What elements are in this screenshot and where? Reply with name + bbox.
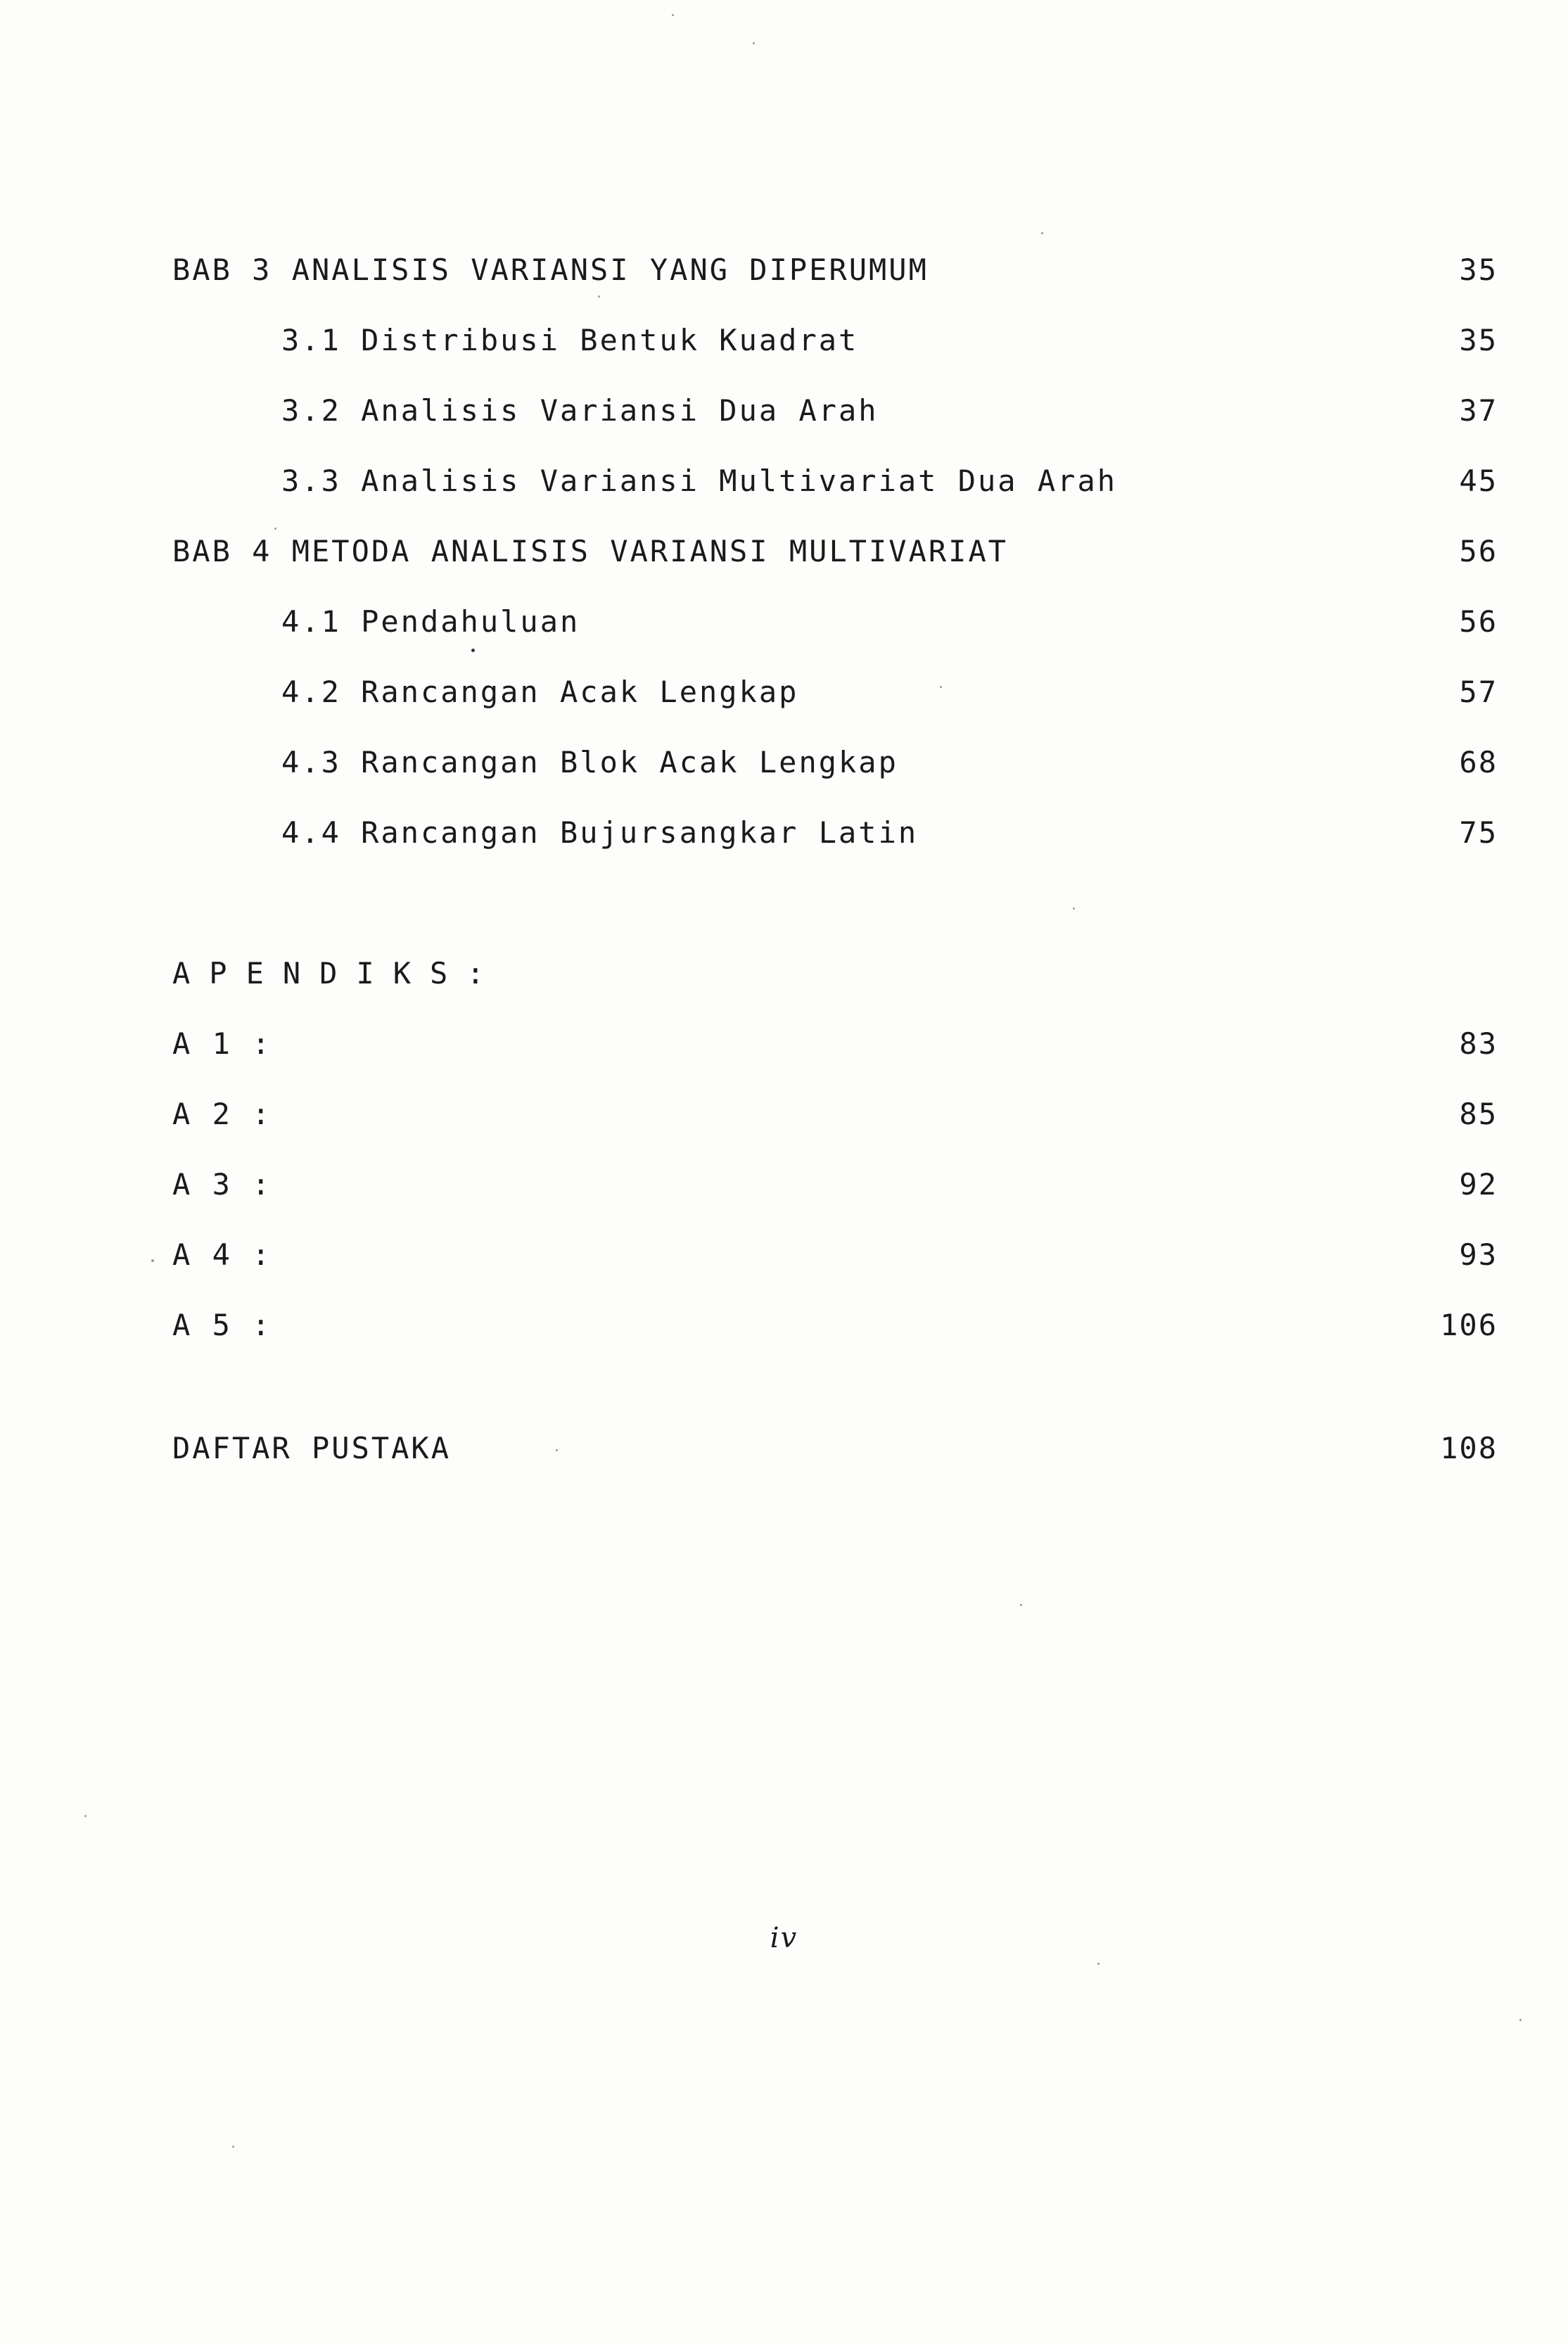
toc-entry-page: 56 bbox=[1459, 534, 1498, 568]
page-number: iv bbox=[770, 1922, 798, 1954]
toc-entry-appendix-5 bbox=[0, 1304, 1568, 1346]
toc-entry-page: 35 bbox=[1459, 323, 1498, 357]
toc-entry-section-3-3 bbox=[0, 460, 1568, 502]
toc-entry-section-4-3 bbox=[0, 741, 1568, 784]
scan-speck bbox=[753, 42, 755, 44]
appendix-entry-title: A 2 : bbox=[172, 1097, 272, 1131]
toc-entry-page: 57 bbox=[1459, 675, 1498, 709]
scan-speck bbox=[1041, 232, 1043, 234]
toc-entry-bibliography bbox=[0, 1427, 1568, 1470]
toc-entry-chapter-4 bbox=[0, 530, 1568, 573]
scan-speck bbox=[1097, 1963, 1099, 1965]
toc-entry-page: 93 bbox=[1459, 1237, 1498, 1272]
scan-speck bbox=[672, 14, 674, 16]
toc-entry-page: 85 bbox=[1459, 1097, 1498, 1131]
toc-entry-page: 75 bbox=[1459, 815, 1498, 850]
toc-entry-title: BAB 4 METODA ANALISIS VARIANSI MULTIVARIAT bbox=[172, 534, 1009, 568]
appendix-heading-text: APENDIKS: bbox=[172, 956, 504, 991]
toc-entry-appendix-4 bbox=[0, 1234, 1568, 1276]
toc-entry-section-4-4 bbox=[0, 812, 1568, 854]
toc-entry-page: 35 bbox=[1459, 253, 1498, 287]
toc-entry-appendix-3 bbox=[0, 1164, 1568, 1206]
toc-entry-page: 106 bbox=[1440, 1308, 1498, 1342]
toc-entry-chapter-3 bbox=[0, 249, 1568, 291]
appendix-entry-title: A 5 : bbox=[172, 1308, 272, 1342]
toc-entry-title: 3.1 Distribusi Bentuk Kuadrat bbox=[281, 323, 859, 357]
toc-entry-appendix-2 bbox=[0, 1093, 1568, 1135]
scan-speck bbox=[1073, 907, 1075, 910]
toc-entry-page: 45 bbox=[1459, 464, 1498, 498]
scan-speck bbox=[84, 1815, 87, 1817]
appendix-entry-title: A 4 : bbox=[172, 1237, 272, 1272]
toc-entry-page: 68 bbox=[1459, 745, 1498, 779]
scan-speck bbox=[598, 295, 600, 298]
toc-entry-title: 4.1 Pendahuluan bbox=[281, 604, 580, 639]
toc-entry-section-3-2 bbox=[0, 390, 1568, 432]
toc-entry-title: 3.2 Analisis Variansi Dua Arah bbox=[281, 393, 879, 428]
appendix-entry-title: A 1 : bbox=[172, 1026, 272, 1061]
toc-entry-title: 4.2 Rancangan Acak Lengkap bbox=[281, 675, 799, 709]
toc-entry-page: 92 bbox=[1459, 1167, 1498, 1202]
toc-entry-page: 56 bbox=[1459, 604, 1498, 639]
toc-entry-page: 108 bbox=[1440, 1431, 1498, 1465]
toc-entry-section-4-1 bbox=[0, 601, 1568, 643]
scan-speck bbox=[940, 686, 942, 688]
scan-speck bbox=[1519, 2019, 1522, 2021]
toc-entry-section-4-2 bbox=[0, 671, 1568, 713]
scan-speck bbox=[1020, 1604, 1022, 1606]
toc-entry-title: BAB 3 ANALISIS VARIANSI YANG DIPERUMUM bbox=[172, 253, 929, 287]
scan-speck bbox=[274, 528, 276, 530]
toc-entry-title: 3.3 Analisis Variansi Multivariat Dua Arah bbox=[281, 464, 1118, 498]
appendix-heading bbox=[0, 953, 1568, 995]
toc-entry-title: 4.4 Rancangan Bujursangkar Latin bbox=[281, 815, 919, 850]
toc-entry-section-3-1 bbox=[0, 319, 1568, 362]
toc-entry-title: 4.3 Rancangan Blok Acak Lengkap bbox=[281, 745, 898, 779]
toc-entry-page: 83 bbox=[1459, 1026, 1498, 1061]
scan-speck bbox=[151, 1259, 154, 1262]
scan-speck bbox=[471, 649, 475, 652]
toc-entry-title: DAFTAR PUSTAKA bbox=[172, 1431, 452, 1465]
appendix-entry-title: A 3 : bbox=[172, 1167, 272, 1202]
scan-speck bbox=[556, 1449, 558, 1451]
scan-speck bbox=[232, 2146, 234, 2148]
toc-entry-page: 37 bbox=[1459, 393, 1498, 428]
toc-entry-appendix-1 bbox=[0, 1023, 1568, 1065]
